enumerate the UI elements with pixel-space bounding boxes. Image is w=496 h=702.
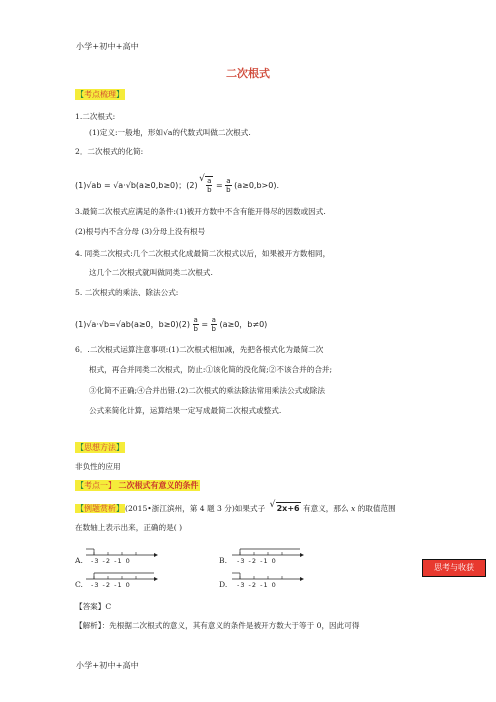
text-line: (2)根号内不含分母 (3)分母上没有根号 bbox=[75, 227, 206, 236]
text-line: 3.最简二次根式应满足的条件:(1)被开方数中不含有能开得尽的因数或因式. bbox=[75, 207, 326, 216]
section-tag-point-one: 【考点一】 二次根式有意义的条件 bbox=[76, 480, 199, 490]
option-b-label[interactable]: B. bbox=[219, 556, 227, 565]
page-title: 二次根式 bbox=[226, 67, 270, 80]
text-line: ③化简不正确;④合并出错.(2)二次根式的乘法除法常用乘法公式或除法 bbox=[89, 386, 325, 395]
text-line: 在数轴上表示出来，正确的是( ) bbox=[75, 523, 183, 532]
sqrt-expression: √ 2x+6 bbox=[276, 502, 301, 514]
option-d-label[interactable]: D. bbox=[219, 580, 228, 589]
option-c-label[interactable]: C. bbox=[75, 580, 83, 589]
text-line: 4. 同类二次根式:几个二次根式化成最简二次根式以后，如果被开方数相同， bbox=[75, 249, 331, 258]
reflection-badge: 思考与收获 bbox=[422, 559, 486, 577]
analysis-line: 【解析】：先根据二次根式的意义，其有意义的条件是被开方数大于等于 0，因此可得 bbox=[75, 621, 360, 630]
text-line: 根式，再合并同类二次根式，防止:①该化简的没化简;②不该合并的合并; bbox=[89, 365, 333, 374]
page-header: 小学+初中+高中 bbox=[76, 42, 140, 51]
page-footer: 小学+初中+高中 bbox=[76, 661, 140, 670]
example-question: 【例题赏析】(2015•浙江滨州，第 4 题 3 分)如果式子 √ 2x+6 有意义，那么 x 的取值范围 bbox=[75, 502, 396, 514]
section-tag-example: 【例题赏析】 bbox=[76, 504, 124, 513]
sqrt-fraction: √ $\frac{a}{b}$ bbox=[205, 176, 213, 194]
text-line: 5. 二次根式的乘法、除法公式: bbox=[75, 288, 179, 297]
tick-labels-b: -3 -2 -1 0 bbox=[237, 557, 277, 565]
text-line: 1.二次根式: bbox=[75, 112, 116, 121]
text-line: 公式来简化计算，运算结果一定写成最简二次根式或整式. bbox=[89, 406, 282, 415]
tick-labels-d: -3 -2 -1 0 bbox=[237, 581, 277, 589]
option-a-label[interactable]: A. bbox=[75, 556, 83, 565]
formula-simplification: (1)√ab = √a·√b(a≥0,b≥0)；(2) √ $\frac{a}{b}$ = $\frac{a}{b}$ (a≥0,b>0). bbox=[75, 176, 279, 194]
tick-labels-a: -3 -2 -1 0 bbox=[91, 557, 131, 565]
text-line: 6．.二次根式运算注意事项:(1)二次根式相加减，先把各根式化为最简二次 bbox=[75, 345, 324, 354]
tick-labels-c: -3 -2 -1 0 bbox=[91, 581, 131, 589]
text-line: 2．二次根式的化简: bbox=[75, 147, 144, 156]
text-line: 这几个二次根式就叫做同类二次根式. bbox=[89, 268, 213, 277]
formula-mult-div: (1)√a·√b=√ab(a≥0，b≥0)(2) $\frac{a}{b}$ = $\frac{a}{b}$ (a≥0，b≠0) bbox=[75, 316, 268, 333]
answer-line: 【答案】C bbox=[75, 602, 112, 611]
text-line: 非负性的应用 bbox=[75, 462, 121, 471]
text-line: (1)定义:一般地，形如√a的代数式叫做二次根式. bbox=[89, 128, 251, 137]
section-tag-review: 【考点梳理】 bbox=[76, 90, 124, 99]
section-tag-method: 【思想方法】 bbox=[76, 443, 124, 452]
